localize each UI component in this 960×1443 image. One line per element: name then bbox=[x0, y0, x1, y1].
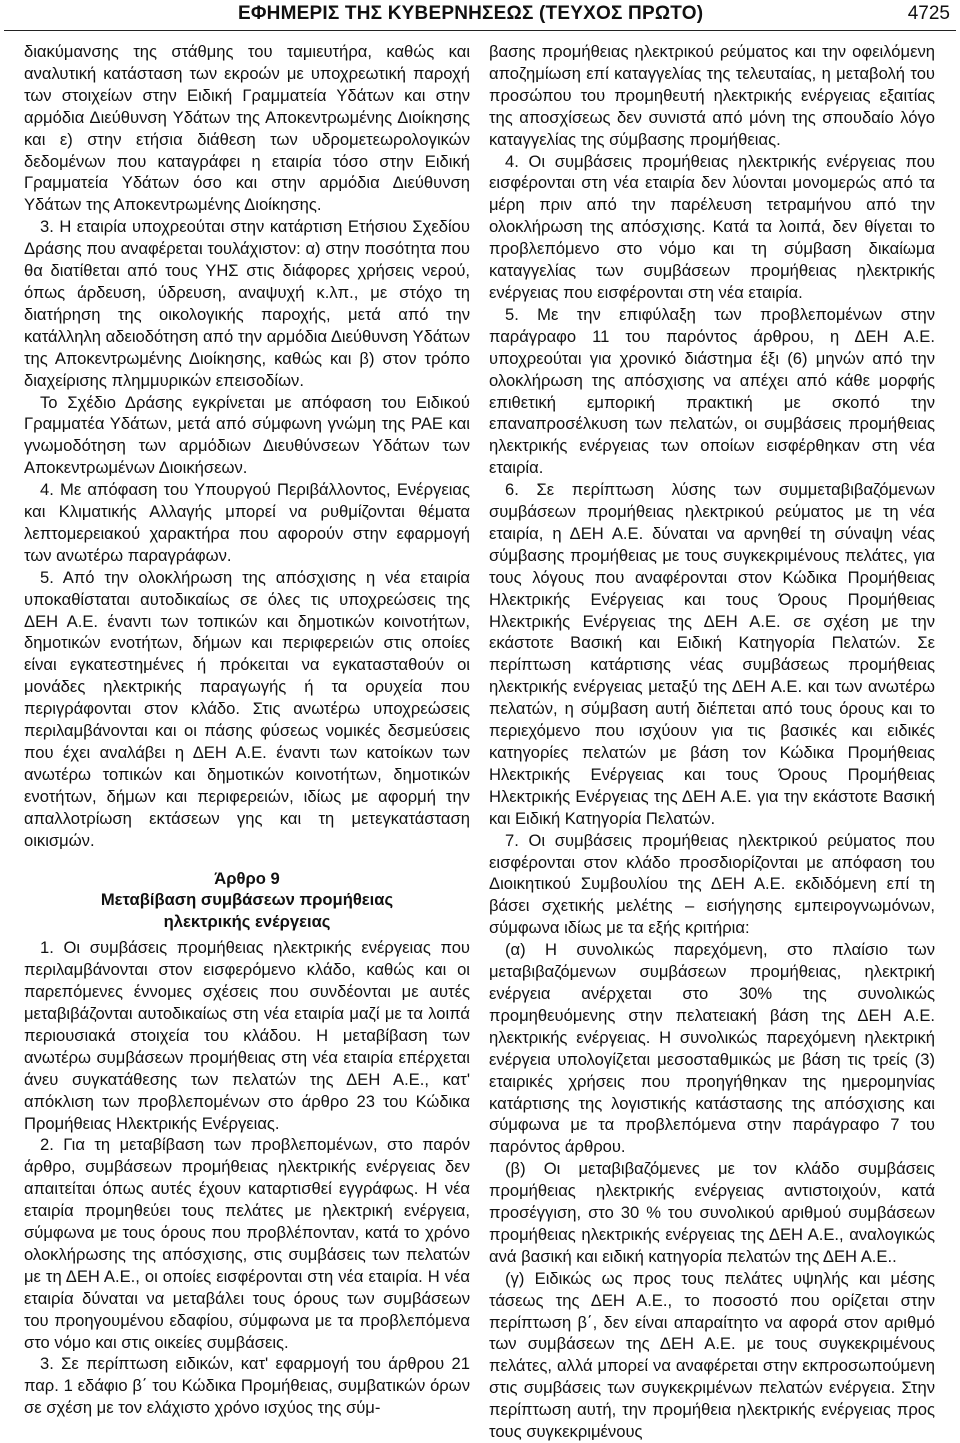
article-title-line: Μεταβίβαση συμβάσεων προμήθειας bbox=[100, 890, 394, 910]
paragraph: 4. Με απόφαση του Υπουργού Περιβάλλοντος, Ενέργειας και Κλιματικής Αλλαγής μπορεί να ρυθμίζονται θέματα λεπτομερειακού χαρακτήρα που αφορούν στην εφαρμογή των ανωτέρω παραγράφων. bbox=[24, 480, 470, 565]
paragraph: 5. Με την επιφύλαξη των προβλεπομένων στην παράγραφο 11 του παρόντος άρθρου, η ΔΕΗ Α.Ε. υποχρεούται για χρονικό διάστημα έξι (6) μηνών από την ολοκλήρωση της απόσχισης να απέχει από κάθε μορφής επιθετική εμπορική πρακτική με σκοπό την επαναπροσέλκυση των πελατών, οι συμβάσεις προμήθειας ηλεκτρικής ενέργειας των οποίων εισφέρθηκαν στη νέα εταιρία. bbox=[489, 304, 935, 478]
right-column bbox=[489, 41, 935, 1442]
paragraph: (α) Η συνολικώς παρεχόμενη, στο πλαίσιο των μεταβιβαζόμενων συμβάσεων προμήθειας, ηλεκτρική ενέργεια ανέρχεται στο 30% της συνολικώς προμηθευόμενης στην πελατειακή βάση της ΔΕΗ Α.Ε. ηλεκτρικής ενέργειας. Η συνολικώς παρεχόμενη ηλεκτρική ενέργεια υπολογίζεται μεσοσταθμικώς με βάση τις τρείς (3) εταιρικές χρήσεις που προηγήθηκαν της ημερομηνίας κατάρτισης της λογιστικής κατάστασης της απόσχισης και σύμφωνα με τα προβλεπόμενα στην παράγραφο 7 του παρόντος άρθρου. bbox=[489, 940, 935, 1157]
paragraph: 6. Σε περίπτωση λύσης των συμμεταβιβαζόμενων συμβάσεων προμήθειας ηλεκτρικού ρεύματος με τη νέα εταιρία, η ΔΕΗ Α.Ε. δύναται να αρνηθεί τη σύναψη νέας σύμβασης προμήθειας με τους συγκεκριμένους πελάτες, για τους λόγους που αναφέρονται στον Κώδικα Προμήθειας Ηλεκτρικής Ενέργειας και τους Όρους Προμήθειας Ηλεκτρικής Ενέργειας της ΔΕΗ Α.Ε. σε σχέση με την εκάστοτε Βασική και Ειδική Κατηγορία Πελατών. Σε περίπτωση κατάρτισης νέας συμβάσεως προμήθειας ηλεκτρικής ενέργειας μεταξύ της ΔΕΗ Α.Ε. και των ανωτέρω πελατών, η σύμβαση αυτή διέπεται από τους όρους και το περιεχόμενο που ισχύουν για τις βασικές και ειδικές κατηγορίες πελατών με βάση τον Κώδικα Προμήθειας Ηλεκτρικής Ενέργειας και τους Όρους Προμήθειας Ηλεκτρικής Ενέργειας της ΔΕΗ Α.Ε. για την εκάστοτε Βασική και Ειδική Κατηγορία Πελατών. bbox=[489, 480, 935, 828]
header-rule bbox=[4, 30, 956, 31]
page-number: 4725 bbox=[907, 3, 950, 24]
page-header bbox=[0, 0, 960, 32]
paragraph: 5. Από την ολοκλήρωση της απόσχισης η νέα εταιρία υποκαθίσταται αυτοδικαίως σε όλες τις υποχρεώσεις της ΔΕΗ Α.Ε. έναντι των τοπικών και δημοτικών κοινοτήτων, δημοτικών ενοτήτων, δήμων και περιφερειών στις οποίες είναι εγκατεστημένες ή πρόκειται να εγκατασταθούν οι μονάδες ηλεκτρικής παραγωγής ή τα ορυχεία που περιγράφονται στον κλάδο. Στις ανωτέρω υποχρεώσεις περιλαμβάνονται και οι πάσης φύσεως νομικές δεσμεύσεις που έχει αναλάβει η ΔΕΗ Α.Ε. έναντι των κατοίκων των ανωτέρω τοπικών και δημοτικών κοινοτήτων, δημοτικών ενοτήτων, δήμων και περιφερειών, ιδίως με αφορμή την απαλλοτρίωση εκτάσεων γης και τη μετεγκατάσταση οικισμών. bbox=[24, 567, 470, 850]
paragraph: 7. Οι συμβάσεις προμήθειας ηλεκτρικού ρεύματος που εισφέρονται στον κλάδο προσδιορίζονται με απόφαση του Διοικητικού Συμβουλίου της ΔΕΗ Α.Ε. εκδιδόμενη επί τη βάσει σχετικής μελέτης – εισήγησης εμπειρογνωμόνων, σύμφωνα ιδίως με τα εξής κριτήρια: bbox=[489, 830, 935, 938]
gazette-title: ΕΦΗΜΕΡΙΣ ΤΗΣ ΚΥΒΕΡΝΗΣΕΩΣ (ΤΕΥΧΟΣ ΠΡΩΤΟ) bbox=[238, 3, 704, 24]
paragraph: 3. Σε περίπτωση ειδικών, κατ' εφαρμογή του άρθρου 21 παρ. 1 εδάφιο β΄ του Κώδικα Προμήθειας, συμβατικών όρων σε σχέση με τον ελάχιστο χρόνο ισχύος της σύμ- bbox=[24, 1354, 470, 1418]
paragraph: (β) Οι μεταβιβαζόμενες με τον κλάδο συμβάσεις προμήθειας ηλεκτρικής ενέργειας αντιστοιχούν, κατά προσέγγιση, στο 30 % του συνολικού αριθμού συμβάσεων προμήθειας ηλεκτρικής ενέργειας της ΔΕΗ Α.Ε., αναλογικώς ανά βασική και ειδική κατηγορία πελατών της ΔΕΗ Α.Ε.. bbox=[489, 1159, 935, 1266]
article-heading bbox=[24, 868, 470, 934]
paragraph: Το Σχέδιο Δράσης εγκρίνεται με απόφαση του Ειδικού Γραμματέα Υδάτων, μετά από σύμφωνη γνώμη της ΡΑΕ και γνωμοδότηση των αρμόδιων Διευθύνσεων Υδάτων των Αποκεντρωμένων Διοικήσεων. bbox=[24, 392, 470, 478]
paragraph: 3. Η εταιρία υποχρεούται στην κατάρτιση Ετήσιου Σχεδίου Δράσης που αναφέρεται τουλάχιστον: α) στην ποσότητα που θα διατίθεται από τους ΥΗΣ στις διάφορες χρήσεις νερού, όπως άρδευση, ύδρευση, αναψυχή κ.λπ., με στόχο τη διατήρηση της οικολογικής παροχής, μετά από την κατάλληλη αδειοδότηση από την αρμόδια Διεύθυνση Υδάτων της Αποκεντρωμένης Διοίκησης, καθώς και β) στον τρόπο διαχείρισης πλημμυρικών επεισοδίων. bbox=[24, 217, 470, 390]
paragraph: 2. Για τη μεταβίβαση των προβλεπομένων, στο παρόν άρθρο, συμβάσεων προμήθειας ηλεκτρικής ενέργειας δεν απαιτείται όπως αυτές έχουν καταρτισθεί εγγράφως. Η νέα εταιρία προμηθεύει τους πελάτες με ηλεκτρική ενέργεια, σύμφωνα με τους όρους που προβλέπονταν, κατά το χρόνο ολοκλήρωσης της απόσχισης, στις συμβάσεις των πελατών με τη ΔΕΗ Α.Ε., οι οποίες εισφέρονται στη νέα εταιρία. Η νέα εταιρία δύναται να μεταβάλει τους όρους των συμβάσεων του προηγουμένου εδαφίου, σύμφωνα με τα προβλεπόμενα στο νόμο και στις οικείες συμβάσεις. bbox=[24, 1135, 470, 1352]
left-column bbox=[24, 41, 470, 1427]
paragraph: 4. Οι συμβάσεις προμήθειας ηλεκτρικής ενέργειας που εισφέρονται στη νέα εταιρία δεν λύονται μονομερώς από τα μέρη πριν από την παρέλευση τετραμήνου από την ολοκλήρωση της απόσχισης. Κατά τα λοιπά, δεν θίγεται το προβλεπόμενο στο νόμο και τη σύμβαση δικαίωμα καταγγελίας των συμβάσεων προμήθειας ηλεκτρικής ενέργειας που εισφέρονται στη νέα εταιρία. bbox=[489, 151, 935, 302]
paragraph: 1. Οι συμβάσεις προμήθειας ηλεκτρικής ενέργειας που περιλαμβάνονται στον εισφερόμενο κλάδο, καθώς και οι παρεπόμενες έννομες σχέσεις που συνδέονται με αυτές μεταβιβάζονται αυτοδικαίως στη νέα εταιρία μαζί με τα λοιπά περιουσιακά στοιχεία του κλάδου. Η μεταβίβαση των ανωτέρω συμβάσεων προμήθειας στη νέα εταιρία επέρχεται άνευ συγκατάθεσης των πελατών της ΔΕΗ Α.Ε., κατ' απόκλιση των προβλεπομένων στο άρθρο 23 του Κώδικα Προμήθειας Ηλεκτρικής Ενέργειας. bbox=[24, 938, 470, 1133]
paragraph: διακύμανσης της στάθμης του ταμιευτήρα, καθώς και αναλυτική κατάσταση των εκροών με υποχρεωτική παροχή των στοιχείων στην Ειδική Γραμματεία Υδάτων και στην αρμόδια Διεύθυνση Υδάτων της Αποκεντρωμένης Διοίκησης και ε) στην ετήσια διάθεση των υδρομετεωρολογικών δεδομένων που καταγράφει η εταιρία τόσο στην Ειδική Γραμματεία Υδάτων όσο και στην αρμόδια Διεύθυνση Υδάτων της Αποκεντρωμένης Διοίκησης. bbox=[24, 42, 470, 215]
article-title-line: ηλεκτρικής ενέργειας bbox=[163, 912, 331, 932]
paragraph: (γ) Ειδικώς ως προς τους πελάτες υψηλής και μέσης τάσεως της ΔΕΗ Α.Ε., το ποσοστό που ορίζεται στην περίπτωση β΄, δεν είναι απαραίτητο να αφορά στον αριθμό των συμβάσεων της ΔΕΗ Α.Ε. με τους συγκεκριμένους πελάτες, αλλά μπορεί να αναφέρεται στην εκπροσωπούμενη στις συμβάσεις των συγκεκριμένων πελατών ενέργεια. Στην περίπτωση αυτή, την προμήθεια ηλεκτρικής ενέργειας προς τους συγκεκριμένους bbox=[489, 1268, 935, 1442]
paragraph: βασης προμήθειας ηλεκτρικού ρεύματος και την οφειλόμενη αποζημίωση επί καταγγελίας της τελευταίας, η μεταβολή του προσώπου του προμηθευτή ηλεκτρικής ενέργειας εξαιτίας της αποσχίσεως δεν συνιστά από μόνη της σπουδαίο λόγο καταγγελίας της σύμβασης προμήθειας. bbox=[489, 42, 935, 149]
article-number: Άρθρο 9 bbox=[214, 868, 280, 888]
